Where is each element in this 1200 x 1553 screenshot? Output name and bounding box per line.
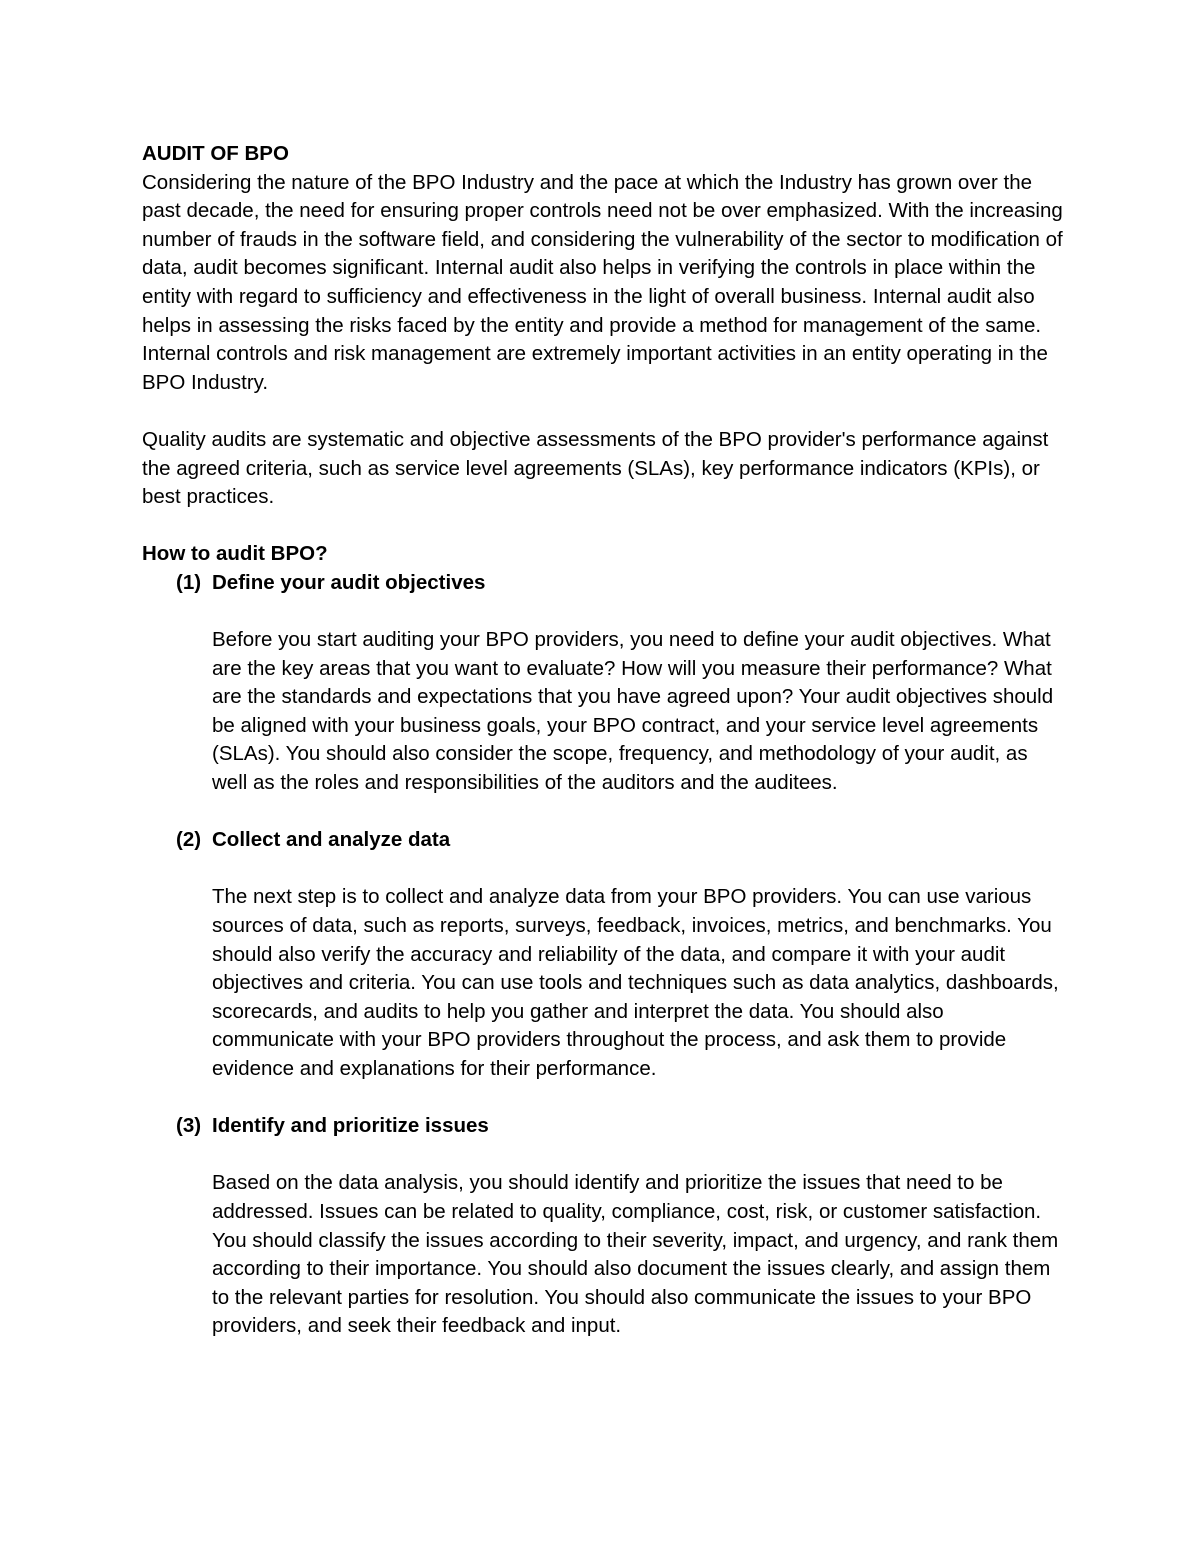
intro-paragraph: Considering the nature of the BPO Industry and the pace at which the Industry has grown over the past decade, the need for ensuring proper controls need not be over emphasized. With the increasing number of frauds in the software field, and considering the vulnerability of the sector to modification of data, audit becomes significant. Internal audit also helps in verifying the controls in place within the entity with regard to sufficiency and effectiveness in the light of overall business. Internal audit also helps in assessing the risks faced by the entity and provide a method for management of the same. Internal controls and risk management are extremely important activities in an entity operating in the BPO Industry. [142,170,1063,394]
spacer [142,798,1072,827]
step-body: Before you start auditing your BPO providers, you need to define your audit objectives. What are the key areas that you want to evaluate? How will you measure their performance? What are the standards and expectations that you have agreed upon? Your audit objectives should be aligned with your business goals, your BPO contract, and your service level agreements (SLAs). You should also consider the scope, frequency, and methodology of your audit, as well as the roles and responsibilities of the auditors and the auditees. [212,628,1054,795]
step-title: Define your audit objectives [212,570,486,594]
step-number: (1) [176,570,202,594]
spacer [142,1084,1072,1113]
step-body: Based on the data analysis, you should identify and prioritize the issues that need to be addressed. Issues can be related to quality, compliance, cost, risk, or customer satisfaction. You should classify the issues according to their severity, impact, and urgency, and rank them according to their importance. You should also document the issues clearly, and assign them to the relevant parties for resolution. You should also communicate the issues to your BPO providers, and seek their feedback and input. [212,1171,1059,1338]
spacer [142,512,1072,541]
step-3 [142,1112,1072,1341]
step-title: Identify and prioritize issues [212,1114,489,1138]
step-heading [142,569,1072,598]
spacer [142,855,1072,884]
spacer [142,397,1072,426]
step-1 [142,569,1072,798]
step-heading [142,826,1072,855]
step-heading [142,1112,1072,1141]
step-body: The next step is to collect and analyze data from your BPO providers. You can use various sources of data, such as reports, surveys, feedback, invoices, metrics, and benchmarks. You should also verify the accuracy and reliability of the data, and compare it with your audit objectives and criteria. You can use tools and techniques such as data analytics, dashboards, scorecards, and audits to help you gather and interpret the data. You should also communicate with your BPO providers throughout the process, and ask them to provide evidence and explanations for their performance. [212,885,1059,1080]
document-page [142,140,1072,1341]
how-to-heading: How to audit BPO? [142,542,328,566]
step-2 [142,826,1072,1083]
spacer [142,598,1072,627]
step-title: Collect and analyze data [212,828,451,852]
spacer [142,1141,1072,1170]
document-title: AUDIT OF BPO [142,142,289,165]
step-number: (3) [176,1114,202,1138]
step-number: (2) [176,828,202,852]
quality-paragraph: Quality audits are systematic and objective assessments of the BPO provider's performance against the agreed criteria, such as service level agreements (SLAs), key performance indicators (KPIs), or best practices. [142,427,1049,509]
